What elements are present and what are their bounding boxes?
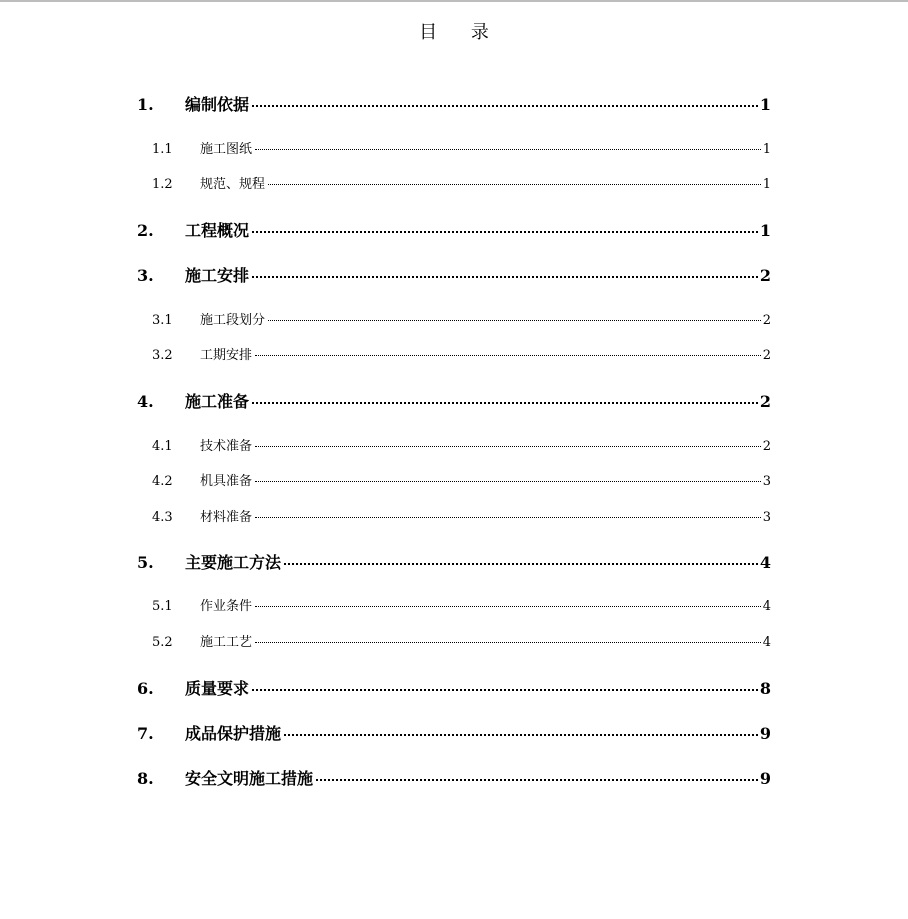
toc-dot-leader — [255, 355, 761, 356]
toc-entry-number: 4.3 — [152, 510, 173, 525]
toc-dot-leader — [255, 606, 761, 607]
toc-entry-number: 3. — [137, 266, 154, 285]
toc-entry[interactable] — [137, 173, 771, 192]
toc-entry-page-number: 1 — [759, 221, 771, 240]
toc-entry-page-number: 9 — [759, 724, 771, 743]
toc-entry-page-number: 1 — [762, 177, 771, 192]
toc-entry-title[interactable]: 施工段划分 — [200, 313, 266, 328]
toc-entry-title[interactable]: 规范、规程 — [200, 177, 266, 192]
toc-entry-title[interactable]: 施工工艺 — [200, 635, 253, 650]
toc-entry-title[interactable]: 工程概况 — [185, 221, 250, 240]
toc-entry-title[interactable]: 施工图纸 — [200, 142, 253, 157]
toc-entry-page-number: 3 — [762, 474, 771, 489]
toc-entry-number: 1.1 — [152, 142, 173, 157]
toc-entry-number: 4. — [137, 392, 154, 411]
toc-dot-leader — [252, 105, 758, 107]
toc-entry[interactable] — [137, 309, 771, 328]
toc-entry-number: 6. — [137, 679, 154, 698]
toc-entry-page-number: 1 — [762, 142, 771, 157]
toc-title: 目 录 — [419, 22, 503, 43]
toc-entry-number: 5. — [137, 553, 154, 572]
toc-entry-title[interactable]: 施工准备 — [185, 392, 250, 411]
toc-entry-title[interactable]: 作业条件 — [200, 599, 253, 614]
toc-dot-leader — [268, 184, 761, 185]
toc-dot-leader — [284, 734, 758, 736]
toc-dot-leader — [316, 779, 758, 781]
toc-entry-number: 2. — [137, 221, 154, 240]
toc-dot-leader — [255, 642, 761, 643]
toc-entry-number: 1.2 — [152, 177, 173, 192]
page-top-border — [0, 0, 908, 2]
toc-entry-page-number: 2 — [759, 392, 771, 411]
toc-entry-number: 4.2 — [152, 474, 173, 489]
toc-entry[interactable] — [137, 435, 771, 454]
toc-entry[interactable] — [137, 676, 771, 699]
toc-entry[interactable] — [137, 631, 771, 650]
toc-entry-page-number: 4 — [762, 599, 771, 614]
toc-entry-page-number: 2 — [759, 266, 771, 285]
toc-entry-title[interactable]: 材料准备 — [200, 510, 253, 525]
toc-entry-number: 1. — [137, 95, 154, 114]
toc-entry-number: 3.2 — [152, 348, 173, 363]
toc-entry[interactable] — [137, 389, 771, 412]
toc-entry-page-number: 8 — [759, 679, 771, 698]
toc-entry-title[interactable]: 安全文明施工措施 — [185, 769, 314, 788]
toc-dot-leader — [284, 563, 758, 565]
toc-entry-page-number: 4 — [759, 553, 771, 572]
toc-entry[interactable] — [137, 218, 771, 241]
toc-entry[interactable] — [137, 595, 771, 614]
toc-entry-number: 7. — [137, 724, 154, 743]
toc-entry[interactable] — [137, 506, 771, 525]
toc-entry-page-number: 2 — [762, 348, 771, 363]
toc-entry-page-number: 2 — [762, 313, 771, 328]
toc-entry[interactable] — [137, 138, 771, 157]
toc-entry-number: 4.1 — [152, 439, 173, 454]
toc-entry-page-number: 9 — [759, 769, 771, 788]
toc-dot-leader — [255, 481, 761, 482]
toc-entry-title[interactable]: 施工安排 — [185, 266, 250, 285]
toc-entry-page-number: 1 — [759, 95, 771, 114]
toc-entry-title[interactable]: 编制依据 — [185, 95, 250, 114]
toc-dot-leader — [255, 517, 761, 518]
toc-entry-page-number: 4 — [762, 635, 771, 650]
toc-entry[interactable] — [137, 721, 771, 744]
toc-entry[interactable] — [137, 344, 771, 363]
toc-entry-title[interactable]: 成品保护措施 — [185, 724, 282, 743]
toc-entry[interactable] — [137, 550, 771, 573]
toc-entry-title[interactable]: 主要施工方法 — [185, 553, 282, 572]
toc-entry-number: 8. — [137, 769, 154, 788]
toc-dot-leader — [252, 231, 758, 233]
toc-dot-leader — [252, 689, 758, 691]
toc-dot-leader — [255, 149, 761, 150]
toc-entry-title[interactable]: 技术准备 — [200, 439, 253, 454]
toc-entry[interactable] — [137, 470, 771, 489]
toc-entry-title[interactable]: 质量要求 — [185, 679, 250, 698]
toc-dot-leader — [255, 446, 761, 447]
toc-dot-leader — [268, 320, 761, 321]
toc-entry[interactable] — [137, 92, 771, 115]
toc-entry[interactable] — [137, 263, 771, 286]
toc-entry-title[interactable]: 机具准备 — [200, 474, 253, 489]
toc-dot-leader — [252, 402, 758, 404]
toc-entry-page-number: 2 — [762, 439, 771, 454]
toc-entry[interactable] — [137, 766, 771, 789]
toc-entry-page-number: 3 — [762, 510, 771, 525]
toc-entry-number: 5.2 — [152, 635, 173, 650]
toc-entry-title[interactable]: 工期安排 — [200, 348, 253, 363]
toc-entry-number: 5.1 — [152, 599, 173, 614]
toc-dot-leader — [252, 276, 758, 278]
toc-entry-number: 3.1 — [152, 313, 173, 328]
